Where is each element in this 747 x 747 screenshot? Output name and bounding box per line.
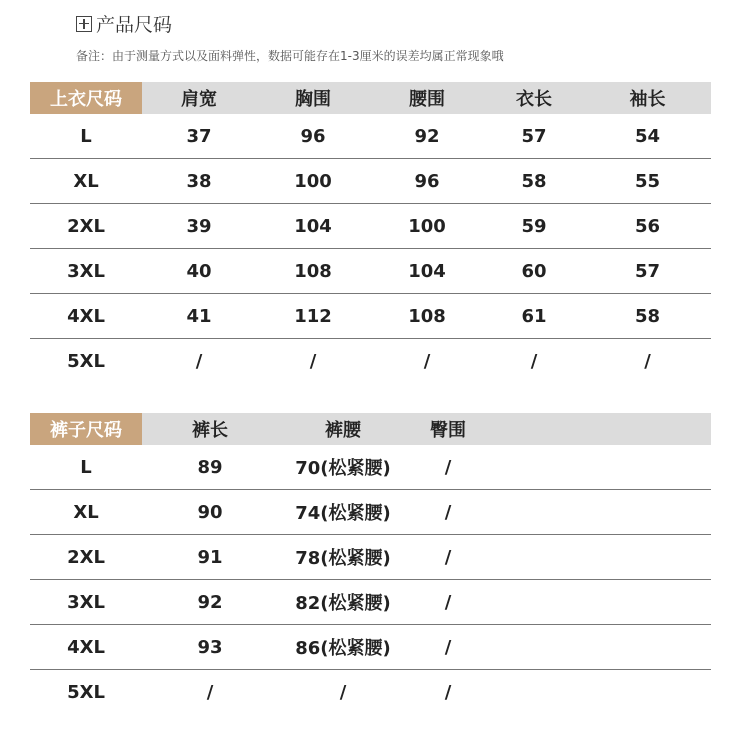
value-cell: 59 [484, 204, 584, 249]
empty-cell [488, 670, 711, 715]
value-cell: / [408, 580, 488, 625]
table-row [30, 339, 711, 384]
value-cell: / [530, 350, 538, 372]
size-cell: 4XL [30, 294, 142, 339]
value-cell: 104 [370, 249, 484, 294]
page-title-text: 产品尺码 [96, 14, 173, 36]
column-header: 衣长 [484, 82, 584, 114]
top-size-table [30, 82, 711, 383]
value-cell: / [423, 350, 431, 372]
value-cell: 58 [484, 159, 584, 204]
value-cell: 54 [584, 114, 711, 159]
value-cell: 100 [256, 159, 370, 204]
value-cell: / [408, 490, 488, 535]
table-row [30, 535, 711, 580]
value-cell: 100 [370, 204, 484, 249]
table-row [30, 670, 711, 715]
value-cell: 96 [370, 159, 484, 204]
empty-cell [488, 535, 711, 580]
table-row [30, 625, 711, 670]
empty-cell [488, 625, 711, 670]
size-cell: 5XL [67, 350, 105, 372]
size-cell: 2XL [30, 204, 142, 249]
table-row [30, 580, 711, 625]
value-cell: 96 [256, 114, 370, 159]
table-row [30, 490, 711, 535]
table-row [30, 445, 711, 490]
value-cell: 60 [484, 249, 584, 294]
value-cell: 92 [142, 580, 278, 625]
table-row [30, 249, 711, 294]
value-cell: 86(松紧腰) [278, 625, 408, 670]
top-table-label: 上衣尺码 [30, 82, 142, 114]
value-cell: / [408, 625, 488, 670]
measurement-note: 备注：由于测量方式以及面料弹性，数据可能存在1-3厘米的误差均属正常现象哦 [76, 49, 504, 63]
column-header: 袖长 [584, 82, 711, 114]
column-header: 裤腰 [278, 413, 408, 445]
value-cell: 40 [142, 249, 256, 294]
value-cell: 78(松紧腰) [278, 535, 408, 580]
column-header: 胸围 [256, 82, 370, 114]
value-cell: 56 [584, 204, 711, 249]
value-cell: 93 [142, 625, 278, 670]
value-cell: 112 [256, 294, 370, 339]
pants-table-header [30, 413, 711, 445]
value-cell: 61 [484, 294, 584, 339]
value-cell: 70(松紧腰) [278, 445, 408, 490]
size-cell: 4XL [30, 625, 142, 670]
top-table-header [30, 82, 711, 114]
column-header: 肩宽 [142, 82, 256, 114]
value-cell: 89 [142, 445, 278, 490]
column-header: 臀围 [408, 413, 488, 445]
column-header: 腰围 [370, 82, 484, 114]
size-cell: 2XL [30, 535, 142, 580]
value-cell: 74(松紧腰) [278, 490, 408, 535]
size-cell: L [30, 445, 142, 490]
pants-size-table [30, 413, 711, 714]
value-cell: / [408, 445, 488, 490]
value-cell: 38 [142, 159, 256, 204]
value-cell: 90 [142, 490, 278, 535]
value-cell: 108 [370, 294, 484, 339]
table-row [30, 294, 711, 339]
value-cell: / [644, 350, 651, 372]
value-cell: 82(松紧腰) [278, 580, 408, 625]
size-chart-icon [76, 16, 92, 32]
value-cell: 57 [484, 114, 584, 159]
size-cell: XL [30, 159, 142, 204]
empty-header [488, 413, 711, 445]
value-cell: 41 [142, 294, 256, 339]
size-cell: XL [30, 490, 142, 535]
value-cell: 55 [584, 159, 711, 204]
value-cell: / [206, 681, 214, 703]
page-title [76, 10, 172, 37]
value-cell: / [444, 681, 452, 703]
value-cell: 57 [584, 249, 711, 294]
value-cell: 104 [256, 204, 370, 249]
table-row [30, 204, 711, 249]
empty-cell [488, 580, 711, 625]
value-cell: 92 [370, 114, 484, 159]
value-cell: 37 [142, 114, 256, 159]
value-cell: 91 [142, 535, 278, 580]
value-cell: / [309, 350, 317, 372]
size-cell: 5XL [67, 681, 105, 703]
size-cell: L [30, 114, 142, 159]
size-cell: 3XL [30, 249, 142, 294]
table-row [30, 114, 711, 159]
value-cell: / [195, 350, 203, 372]
empty-cell [488, 490, 711, 535]
value-cell: 39 [142, 204, 256, 249]
value-cell: 108 [256, 249, 370, 294]
table-row [30, 159, 711, 204]
size-cell: 3XL [30, 580, 142, 625]
pants-table-label: 裤子尺码 [30, 413, 142, 445]
empty-cell [488, 445, 711, 490]
value-cell: / [339, 681, 347, 703]
column-header: 裤长 [142, 413, 278, 445]
value-cell: / [408, 535, 488, 580]
value-cell: 58 [584, 294, 711, 339]
